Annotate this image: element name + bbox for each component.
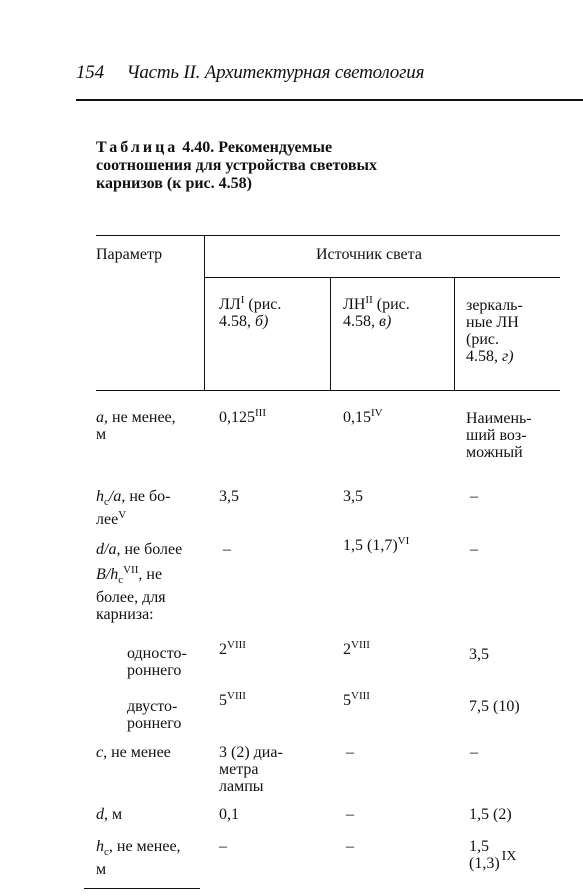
subheader-ll-name: ЛЛ [219,296,241,313]
caption-text-3: карнизов (к рис. 4.58) [96,175,252,192]
subheader-mirror-letter: г) [502,348,514,365]
symbol-sub: c [104,846,109,859]
row-c-ln: – [346,744,354,761]
row-hc-ln: – [346,838,354,855]
param-text: лее [96,511,119,529]
value: 0,15 [343,409,371,426]
symbol: h [96,488,104,505]
row-one-sided-param [127,645,187,679]
table-caption [96,139,516,193]
subheader-mirror [466,297,523,365]
value: 1,5 (1,7) [343,537,398,554]
row-one-sided-ln [343,641,370,658]
value-line: ший воз- [466,427,527,444]
running-header [76,62,424,84]
subheader-ll-ref: (рис. [248,296,282,313]
subheader-ln [343,296,410,330]
subheader-mirror-line: (рис. [466,331,499,348]
row-c-param [96,744,171,761]
row-d-a-mirror: – [470,541,478,558]
value-line: можный [466,444,523,461]
symbol: B/h [96,566,119,583]
value-line: 1,5 [469,838,489,855]
symbol: c [96,744,104,761]
vline-ln [454,277,455,390]
table-top-rule [96,235,560,236]
caption-text-2: соотношения для устройства световых [96,157,378,174]
subheader-ll [219,296,281,330]
row-d-ln: – [346,806,354,823]
row-hc-param [96,838,181,878]
value: 5 [343,692,351,709]
row-d-ll: 0,1 [219,806,239,823]
param-text: , не менее [103,744,171,761]
row-b-hc-param [96,566,166,623]
source-group-rule [205,277,560,278]
row-one-sided-ll [219,641,246,658]
footnote-mark: III [255,407,266,419]
footnote-mark: VII [123,564,139,576]
row-hc-mirror [469,838,516,873]
param-unit: м [96,861,107,879]
row-c-mirror: – [470,744,478,761]
vline-param [204,235,205,390]
symbol: d [96,806,104,823]
row-d-a-ll: – [223,541,231,558]
param-text: , не бо- [121,488,171,505]
col-header-param: Параметр [96,246,163,263]
header-bottom-rule [96,390,560,391]
value: 5 [219,692,227,709]
param-text: , не более [116,541,183,558]
caption-label: Таблица [96,139,179,156]
row-two-sided-param [127,698,181,732]
subheader-ll-fig: 4.58, [219,313,251,330]
subheader-mirror-line: зеркаль- [466,297,523,314]
symbol-sub: c [118,574,124,587]
value: 0,125 [219,409,255,426]
value-line: метра [219,761,259,778]
row-two-sided-ln [343,692,370,709]
row-two-sided-ll [219,692,246,709]
value-line: 3 (2) диа- [219,744,283,761]
value: 2 [219,641,227,658]
row-a-ll [219,409,266,426]
footnote-mark: I [240,294,245,306]
symbol: /a [108,488,122,505]
row-a-param [96,409,176,443]
footnote-mark: IV [371,407,383,419]
subheader-ln-ref: (рис. [376,296,410,313]
param-text: роннего [127,715,182,732]
footnote-mark: IX [501,849,517,864]
row-d-param [96,806,122,823]
symbol: d/a [96,541,117,558]
value: 2 [343,641,351,658]
param-text: односто- [127,645,187,662]
param-unit: м [96,426,107,443]
col-header-source: Источник света [316,246,422,263]
value-line: Наимень- [466,410,532,427]
row-a-mirror [466,410,532,461]
page-number: 154 [76,62,104,83]
param-text: роннего [127,662,182,679]
row-d-a-param [96,541,182,558]
param-text: , не [138,566,163,583]
footnote-mark: II [365,294,373,306]
param-text: , не менее, [108,838,181,855]
caption-number: 4.40. [182,139,215,156]
param-text: карниза: [96,606,154,624]
row-one-sided-mirror: 3,5 [469,646,489,663]
subheader-mirror-line: ные ЛН [466,314,519,331]
footnote-mark: VIII [227,690,246,702]
row-hc-a-ln: 3,5 [343,488,363,505]
value-line: лампы [219,778,264,795]
row-hc-a-ll: 3,5 [219,488,239,505]
footnote-mark: VIII [351,639,370,651]
symbol: h [96,838,104,855]
footnote-mark: VI [397,535,410,547]
caption-text-1: Рекомендуемые [218,139,333,156]
symbol-sub: c [104,496,109,509]
row-d-a-ln [343,537,409,554]
running-title: Часть II. Архитектурная светология [126,62,425,83]
param-text: более, для [96,589,166,607]
value-line: (1,3) [469,855,500,872]
row-hc-ll: – [219,838,227,855]
row-c-ll [219,744,283,795]
footnote-mark: V [118,509,127,522]
symbol: a [96,409,104,426]
param-text: двусто- [127,698,178,715]
row-a-ln [343,409,383,426]
row-d-mirror: 1,5 (2) [469,806,512,823]
param-text: , не менее, [104,409,176,426]
footnote-rule [84,888,200,889]
footnote-mark: VIII [227,639,246,651]
param-text: , м [104,806,123,823]
subheader-ln-letter: в) [379,313,392,330]
subheader-ll-letter: б) [255,313,269,330]
footnote-mark: VIII [351,690,370,702]
row-hc-a-param [96,488,170,528]
header-rule [76,99,583,101]
subheader-ln-fig: 4.58, [343,313,375,330]
subheader-mirror-fig: 4.58, [466,348,498,365]
row-hc-a-mirror: – [470,488,478,505]
subheader-ln-name: ЛН [343,296,366,313]
row-two-sided-mirror: 7,5 (10) [469,698,520,715]
vline-ll [330,277,331,390]
